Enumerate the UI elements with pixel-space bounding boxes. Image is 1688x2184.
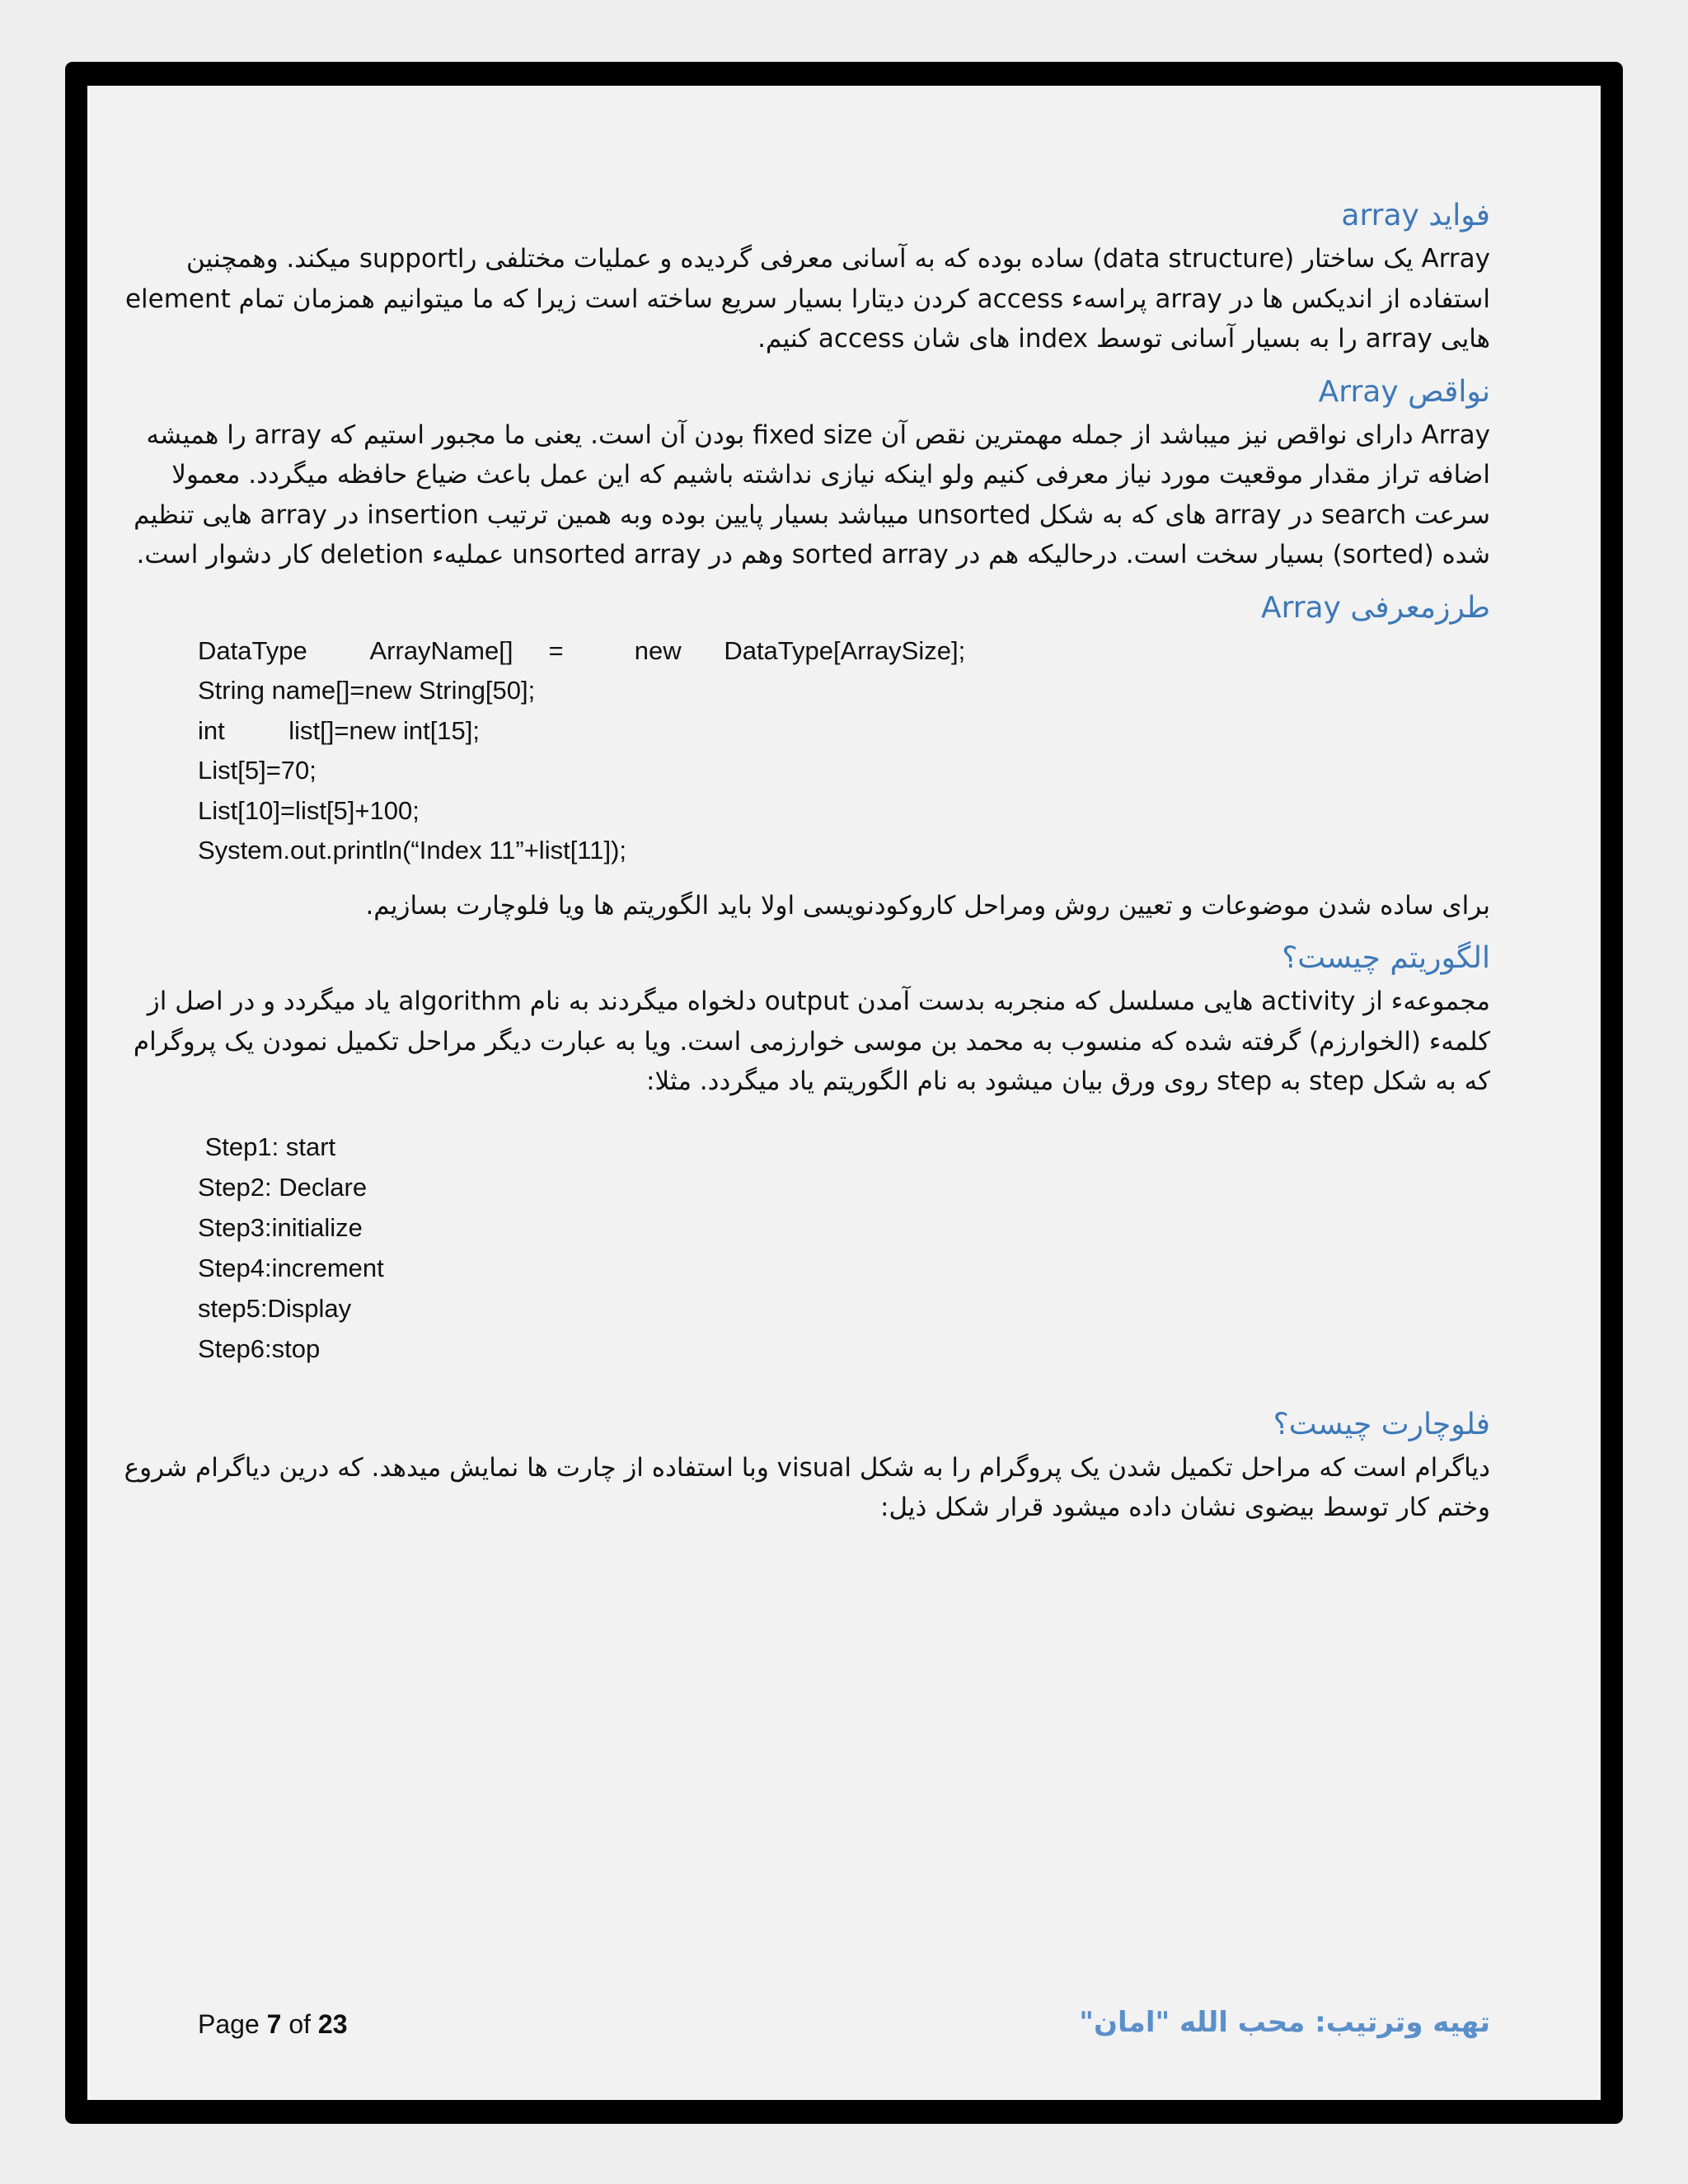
document-content xyxy=(124,196,1490,1541)
heading-what-is-flowchart: فلوچارت چیست؟ xyxy=(1273,1407,1490,1441)
text-line: کلمهء (الخوارزم) گرفته شده که منسوب به محمد بن موسی خوارزمی است. ویا به عبارت دیگر مراحل تکمیل نمودن یک پروگرام xyxy=(133,1026,1490,1057)
list-item: step5:Display xyxy=(198,1293,352,1323)
page-total: 23 xyxy=(317,2009,348,2039)
code-block-array-declaration xyxy=(198,631,1490,871)
code-line: DataType ArrayName[] = new DataType[ArraySize]; xyxy=(198,635,966,665)
paragraph-array-benefits xyxy=(124,239,1490,359)
spacer xyxy=(198,1369,1490,1405)
page-of: of xyxy=(281,2009,318,2039)
code-line: String name[]=new String[50]; xyxy=(198,676,536,705)
author-credit: تهیه وترتیب: محب الله "امان" xyxy=(1079,2006,1490,2039)
text-line: هایی array را به بسیار آسانی توسط index های شان access کنیم. xyxy=(757,324,1490,354)
code-line: System.out.println(“Index 11”+list[11]); xyxy=(198,836,627,865)
text-line: Array یک ساختار (data structure) ساده بوده که به آسانی معرفی گردیده و عملیات مختلفی راsupport میکند. وهمچنین xyxy=(186,244,1490,274)
heading-array-drawbacks: نواقص Array xyxy=(1318,374,1490,409)
page-current: 7 xyxy=(266,2009,282,2039)
text-line: استفاده از اندیکس ها در array پراسهء access کردن دیتارا بسیار سریع ساخته است زیرا که ما میتوانیم همزمان تمام element xyxy=(124,284,1490,314)
code-line: List[5]=70; xyxy=(198,756,316,785)
spacer xyxy=(198,1115,1490,1127)
paragraph-flowchart-definition xyxy=(124,1448,1490,1528)
code-line: int list[]=new int[15]; xyxy=(198,715,481,745)
text-line: دیاگرام است که مراحل تکمیل شدن یک پروگرام را به شکل visual وبا استفاده از چارت ها نمایش میدهد. که درین دیاگرام شروع xyxy=(124,1452,1490,1483)
page-prefix: Page xyxy=(198,2009,267,2039)
paragraph-intro-algorithms xyxy=(198,886,1490,926)
heading-what-is-algorithm: الگوریتم چیست؟ xyxy=(1282,941,1490,975)
text-line: شده (sorted) بسیار سخت است. درحالیکه هم در sorted array وهم در unsorted array عملیهء deletion کار دشوار است. xyxy=(136,540,1490,569)
text-line: که به شکل step به step روی ورق بیان میشود به نام الگوریتم یاد میگردد. مثلا: xyxy=(646,1066,1490,1096)
text-line: اضافه تراز مقدار موقعیت مورد نیاز معرفی کنیم ولو اینکه نیازی نداشته باشیم که این عمل باعث ضیاع حافظه میگردد. معمولا xyxy=(171,460,1490,490)
paragraph-algorithm-definition xyxy=(133,982,1490,1102)
text-line: مجموعهء از activity هایی مسلسل که منجربه بدست آمدن output دلخواه میگردند به نام algorithm یاد میگردد و در اصل از xyxy=(147,987,1490,1016)
page-number xyxy=(198,2009,347,2040)
text-line: وختم کار توسط بیضوی نشان داده میشود قرار شکل ذیل: xyxy=(880,1493,1490,1522)
paragraph-array-drawbacks xyxy=(134,415,1490,575)
heading-array-benefits: فواید array xyxy=(1341,199,1490,232)
heading-array-declaration: طرزمعرفی Array xyxy=(1260,590,1490,625)
list-item: Step3:initialize xyxy=(198,1212,363,1242)
text-line: Array دارای نواقص نیز میباشد از جمله مهمترین نقص آن fixed size بودن آن است. یعنی ما مجبور استیم که array را همیشه xyxy=(146,419,1490,450)
list-item: Step1: start xyxy=(198,1132,336,1161)
text-line: سرعت search در array های که به شکل unsorted میباشد بسیار پایین بوده وبه همین ترتیب insertion در array هایی تنظیم xyxy=(134,499,1490,530)
code-line: List[10]=list[5]+100; xyxy=(198,795,420,825)
list-item: Step2: Declare xyxy=(198,1172,368,1202)
list-item: Step4:increment xyxy=(198,1253,384,1282)
list-item: Step6:stop xyxy=(198,1333,321,1363)
text-line: برای ساده شدن موضوعات و تعیین روش ومراحل کاروکودنویسی اولا باید الگوریتم ها ویا فلوچارت بسازیم. xyxy=(365,890,1490,921)
algorithm-steps-list xyxy=(198,1127,1490,1369)
